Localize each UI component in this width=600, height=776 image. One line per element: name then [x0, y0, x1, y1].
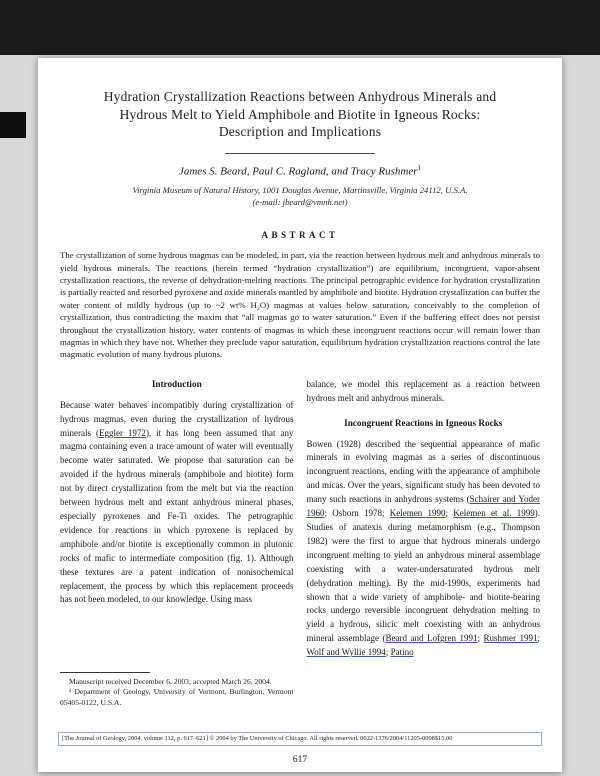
- footnote-affiliation: ¹ Department of Geology, University of Vermont, Burlington, Vermont 05405-0122, U.S.A.: [60, 687, 294, 707]
- paragraph-text: ;: [385, 647, 391, 658]
- left-edge-marker: [0, 112, 26, 138]
- paragraph-text: Because water behaves incompatibly during crystallization of hydrous magmas, even during the crystallization of hydrous minerals (: [60, 399, 294, 438]
- journal-citation-link[interactable]: [58, 732, 542, 746]
- paragraph-text: ), it has long been assumed that any magma containing even a trace amount of water will eventually become water saturated. We propose that saturation can be avoided if the hydrous minerals (amphibole and biotite) form not by direct crystallization from the melt but via the reaction between hydrous melt and extant anhydrous mineral phases, especially pyroxenes and Fe-Ti oxides. The petrographic evidence for reactions in which pyroxene is replaced by amphibole and/or biotite is exceptionally common in plutonic rocks of mafic to intermediate composition (fig. 1). Although these textures are a patent indication of nonisochemical replacement, the process by which this replacement proceeds has not been modeled, to our knowledge. Using mass: [60, 427, 294, 605]
- paragraph-text: ). Studies of anatexis during metamorphism (e.g., Thompson 1982) were the first to argue that hydrous minerals undergo incongruent melting to yield an anhydrous mineral assemblage coexisting with a water-undersaturated hydrous melt (dehydration melting). By the mid-1990s, experiments had shown that a wide variety of amphibole- and biotite-bearing rocks undergo reversible incongruent dehydration melting to yield a hydrous, silicic melt coexisting with an anhydrous mineral assemblage (: [306, 508, 540, 644]
- reference-link[interactable]: Beard and Lofgren 1991: [385, 633, 478, 644]
- paragraph-text: Bowen (1928) described the sequential appearance of mafic minerals in evolving magmas as a series of discontinuous incongruent reactions, ending with the appearance of amphibole and micas. Over the years, significant study has been devoted to many such reactions in anhydrous systems (: [306, 438, 540, 505]
- left-column: [60, 378, 294, 710]
- two-column-body: [60, 378, 540, 710]
- reference-link[interactable]: Kelemen 1990: [389, 508, 446, 519]
- abstract-text: The crystallization of some hydrous magmas can be modeled, in part, via the reaction between hydrous melt and anhydrous minerals to yield hydrous minerals. The reactions (herein termed “hydration crystallization”) are equilibrium, incongruent, vapor-absent crystallization reactions, the reverse of dehydration-melting reactions. The principal petrographic evidence for hydration crystallization is partially reacted and resorbed pyroxene and oxide minerals mantled by amphibole and biotite. Hydration crystallization can buffer the water content of mildly hydrous (up to ~2 wt% H₂O) magmas at values below saturation, conceivably to the completion of crystallization, thus contradicting the maxim that “all magmas go to water saturation.” Even if the buffering effect does not persist throughout the crystallization history, water contents of magmas in which these incongruent reactions occur will remain lower than magmas in which they have not. Whether they preclude vapor saturation, equilibrium hydration crystallization reactions control the late magmatic evolution of many hydrous plutons.: [60, 250, 540, 360]
- document-page: [38, 58, 562, 772]
- paragraph-text: ;: [477, 633, 484, 644]
- footnote-block: [60, 672, 294, 710]
- paragraph-text: ;: [537, 633, 540, 644]
- continuation-paragraph: balance, we model this replacement as a reaction between hydrous melt and anhydrous minerals.: [306, 378, 540, 403]
- article-title: Hydration Crystallization Reactions between Anhydrous Minerals and Hydrous Melt to Yield Amphibole and Biotite in Igneous Rocks: Description and Implications: [103, 89, 497, 139]
- introduction-paragraph: [60, 399, 294, 608]
- incongruent-paragraph: [307, 438, 541, 661]
- reference-link[interactable]: Patino: [390, 647, 414, 658]
- affiliation-block: [60, 185, 540, 208]
- email-line: (e-mail: jbeard@vmnh.net): [252, 196, 348, 207]
- reference-link[interactable]: Kelemen et al. 1999: [453, 508, 535, 519]
- authors-text: James S. Beard, Paul C. Ragland, and Tracy Rushmer: [178, 165, 418, 178]
- reference-link[interactable]: Wolf and Wyllie 1994: [306, 647, 386, 658]
- reference-link[interactable]: Eggler 1972: [98, 427, 146, 438]
- paragraph-text: ;: [445, 508, 454, 519]
- reference-link[interactable]: Schairer and Yoder 1960: [306, 494, 540, 519]
- author-footnote-marker: 1: [417, 163, 421, 172]
- reference-link[interactable]: Rushmer 1991: [483, 633, 538, 644]
- right-column: [307, 378, 541, 710]
- title-divider: [225, 153, 375, 154]
- journal-citation-text: [The Journal of Geology, 2004, volume 112, p. 617–621] © 2004 by The University of Chicago. All rights reserved. 0022-1376/2004/11205-0008$15.00: [62, 735, 453, 742]
- page-number: 617: [292, 755, 308, 765]
- section-heading-incongruent: Incongruent Reactions in Igneous Rocks: [344, 417, 503, 428]
- section-heading-introduction: Introduction: [151, 378, 202, 389]
- affiliation-line: Virginia Museum of Natural History, 1001 Douglas Avenue, Martinsville, Virginia 24112, U.S.A.: [132, 185, 468, 196]
- paragraph-text: ; Osborn 1978;: [324, 508, 390, 519]
- page-content: [38, 58, 562, 710]
- viewer-top-bar: [0, 0, 600, 55]
- footnote-received: Manuscript received December 6, 2003; accepted March 26, 2004.: [69, 676, 272, 686]
- abstract-heading: ABSTRACT: [261, 230, 339, 241]
- authors-line: [60, 164, 540, 178]
- footnote-divider: [60, 672, 150, 673]
